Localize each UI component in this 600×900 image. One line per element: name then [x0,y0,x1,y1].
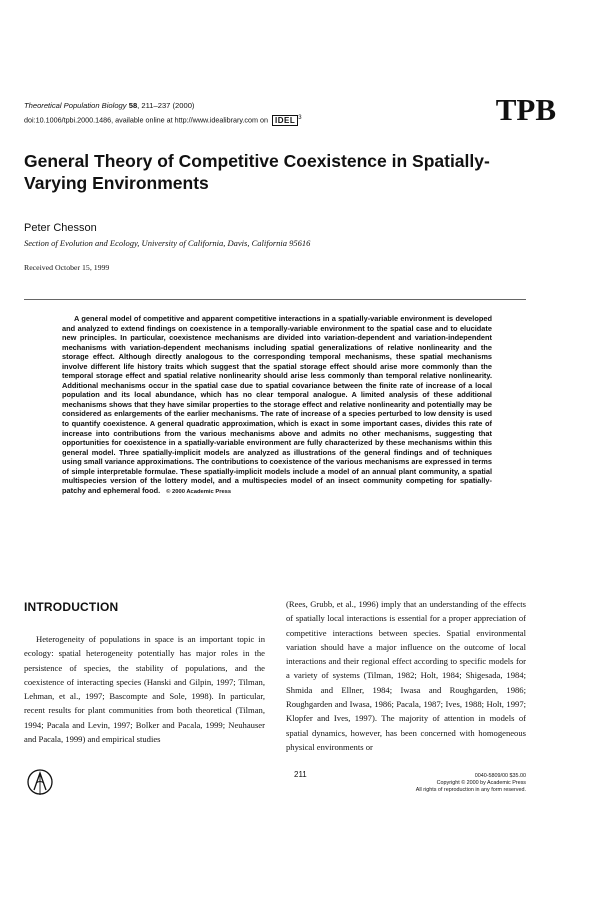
footer-copyright-block [416,773,526,795]
journal-pages-year: , 211–237 (2000) [137,101,195,110]
ideal-library-logo [272,115,298,126]
header-divider [24,299,526,300]
article-title: General Theory of Competitive Coexistence in Spatially-Varying Environments [24,151,490,193]
rights-line: All rights of reproduction in any form reserved. [415,787,526,794]
abstract [62,314,492,497]
academic-press-logo-icon [26,768,54,798]
received-date: Received October 15, 1999 [24,263,110,272]
body-column-left: Heterogeneity of populations in space is an important topic in ecology: spatial heterogeneity potentially has major roles in the persistence of species, the stability of populations, and the coexistence of interacting species (Hanski and Gilpin, 1997; Tilman, Lehman, et al., 1997; Bascompte and Sole, 1998). In particular, recent results for plant communities from both theoretical (Tilman, 1994; Pacala and Levin, 1997; Bolker and Pacala, 1999; Neuhauser and Pacala, 1999) and empirical studies [24,634,265,745]
journal-name: Theoretical Population Biology [24,101,127,110]
ideal-logo-text: IDE [275,115,290,125]
section-heading-introduction: INTRODUCTION [24,600,119,614]
author-name: Peter Chesson [24,222,97,234]
doi-line [24,113,302,126]
doi-text: doi:10.1006/tpbi.2000.1486, available online at http://www.idealibrary.com on [24,115,269,125]
body-column-right: (Rees, Grubb, et al., 1996) imply that an understanding of the effects of spatially local interactions is essential for a proper appreciation of competitive interactions between species. Spatial environmental variation should have a major influence on the outcome of local interactions and their regional effect according to specific models for a variety of systems (Tilman, 1982; Holt, 1984; Shigesada, 1984; Shmida and Ellner, 1984; Iwasa and Roughgarden, 1986; Roughgarden and Iwasa, 1986; Pacala, 1987; Ives, 1988; Holt, 1997; Klopfer and Ives, 1997). The majority of attention in models of spatial dynamics, however, has been concerned with homogeneous physical environments or [286,599,526,752]
issn-price: 0040-5809/00 $35.00 [474,773,526,779]
author-affiliation: Section of Evolution and Ecology, University of California, Davis, California 95616 [24,238,311,248]
ideal-superscript: 3 [298,115,302,121]
journal-logo-tpb: TPB [495,92,556,127]
journal-citation [24,101,194,111]
copyright-line: Copyright © 2000 by Academic Press [436,780,526,787]
page-number: 211 [294,770,307,779]
abstract-text: A general model of competitive and apparent competitive interactions in a spatially-variable environment is developed and analyzed to extend findings on coexistence in a temporally-variable environment to the spatial case and to elucidate new principles. In particular, coexistence mechanisms are divided into variation-dependent and variation-independent mechanisms with variation-dependent mechanisms including spatial generalizations of relative nonlinearity and the storage effect. Although directly analogous to the corresponding temporal mechanisms, these spatial mechanisms involve different life history traits which suggest that the spatial storage effect should arise more commonly than the temporal storage effect and spatial relative nonlinearity should arise less commonly than temporal relative nonlinearity. Additional mechanisms occur in the spatial case due to spatial covariance between the finite rate of increase of a local population and its local abundance, which has no clear temporal analogue. A limited analysis of these additional mechanisms shows that they have similar properties to the storage effect and relative nonlinearity and potentially may be considered as enlargements of the earlier mechanisms. The rate of increase of a species perturbed to low density is used to quantify coexistence. A general quadratic approximation, which is exact in some important cases, divides this rate of increase into contributions from the various mechanisms above and admits no other mechanisms, suggesting that opportunities for coexistence in a spatially-variable environment are fully characterized by these mechanisms within this general model. Three spatially-implicit models are analyzed as illustrations of the general findings and of techniques using small variance approximations. The contributions to coexistence of the various mechanisms are expressed in terms of simple interpretable formulae. These spatially-implicit models include a model of an annual plant community, a spatial multispecies version of the lottery model, and a multispecies model of an insect community competing for spatially-patchy and ephemeral food. [62,314,492,495]
journal-volume: 58 [128,101,138,110]
ideal-logo-suffix: L [289,115,296,125]
abstract-copyright: © 2000 Academic Press [166,488,232,495]
